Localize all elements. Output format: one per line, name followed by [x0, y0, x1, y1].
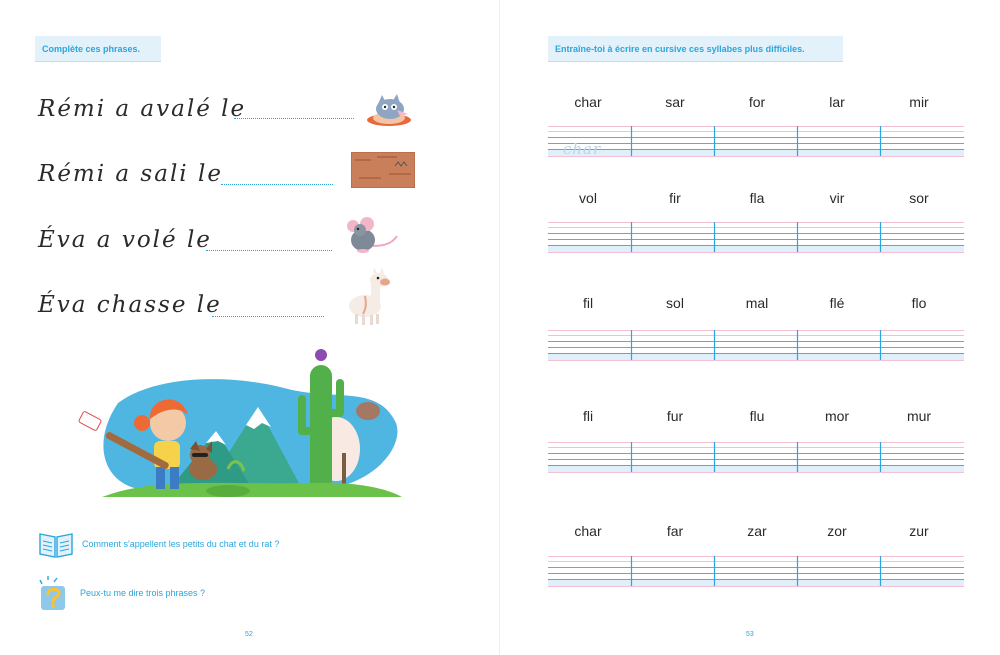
cat-icon: [364, 92, 414, 128]
syllable: flu: [749, 408, 765, 424]
syllable: fil: [582, 295, 594, 311]
syllable: lar: [829, 94, 845, 110]
syllable: mur: [906, 408, 932, 424]
question-mark-icon: [38, 574, 68, 612]
syllable: sar: [665, 94, 685, 110]
syllable: char: [574, 523, 602, 539]
llama-icon: [343, 266, 395, 326]
writing-lines[interactable]: [548, 222, 964, 254]
sentence-4: Éva chasse le: [38, 292, 222, 318]
syllable: mir: [909, 94, 929, 110]
answer-line-4[interactable]: [212, 316, 324, 317]
question-1: Comment s'appellent les petits du chat et du rat ?: [82, 539, 280, 549]
syllable: zur: [909, 523, 929, 539]
syllable: far: [666, 523, 684, 539]
syllable: mal: [745, 295, 769, 311]
sentence-2: Rémi a sali le: [38, 161, 223, 187]
left-instruction: Complète ces phrases.: [35, 36, 161, 62]
syllable: fla: [749, 190, 765, 206]
answer-line-1[interactable]: [234, 118, 354, 119]
syllable: fir: [669, 190, 681, 206]
syllable: zor: [827, 523, 847, 539]
syllable: sol: [666, 295, 684, 311]
syllable: vol: [579, 190, 597, 206]
answer-line-2[interactable]: [221, 184, 333, 185]
syllable: fli: [582, 408, 594, 424]
question-2: Peux-tu me dire trois phrases ?: [80, 588, 206, 598]
sentence-3: Éva a volé le: [38, 227, 212, 253]
right-instruction: Entraîne-toi à écrire en cursive ces syllabes plus difficiles.: [548, 36, 843, 62]
scene-illustration: [78, 345, 408, 505]
syllable: zar: [747, 523, 767, 539]
wall-icon: [351, 152, 415, 188]
writing-lines[interactable]: [548, 126, 964, 158]
syllable: char: [574, 94, 602, 110]
open-book-icon: [38, 530, 74, 558]
syllable: sor: [909, 190, 929, 206]
syllable: fur: [666, 408, 684, 424]
page-number-right: 53: [746, 631, 754, 638]
writing-lines[interactable]: [548, 330, 964, 362]
sentence-1: Rémi a avalé le: [38, 96, 247, 122]
writing-lines[interactable]: [548, 556, 964, 588]
answer-line-3[interactable]: [206, 250, 332, 251]
syllable: for: [748, 94, 766, 110]
syllable: flé: [829, 295, 845, 311]
rat-icon: [343, 212, 399, 256]
syllable: flo: [911, 295, 927, 311]
writing-lines[interactable]: [548, 442, 964, 474]
cursive-model: char: [563, 140, 602, 158]
page-number-left: 52: [245, 631, 253, 638]
syllable: vir: [829, 190, 845, 206]
syllable: mor: [824, 408, 850, 424]
